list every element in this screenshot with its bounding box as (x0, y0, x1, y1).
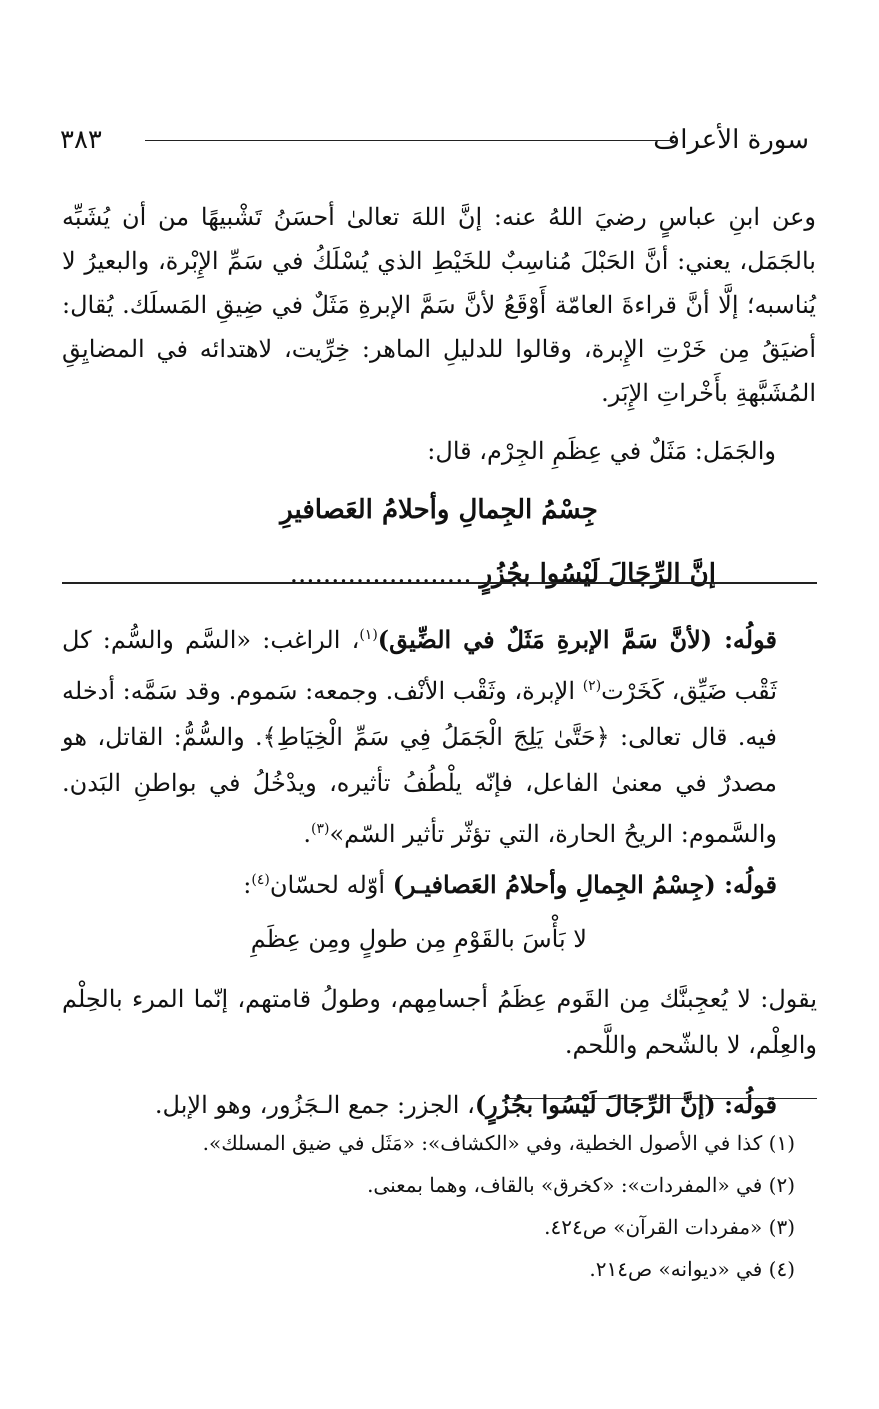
header-rule (145, 140, 674, 141)
poetry-verse-1: جِسْمُ الجِمالِ وأحلامُ العَصافيرِ (280, 495, 598, 525)
poetry-verse-3: لا بَأْسَ بالقَوْمِ مِن طولٍ ومِن عِظَمِ (250, 925, 587, 953)
commentary (62, 612, 817, 1128)
page-header (60, 120, 809, 160)
commentary-1-end: . (303, 820, 312, 848)
commentary-4-text: ، الجزر: جمع الـجَزُور، وهو الإبل. (154, 1091, 475, 1119)
footnote-3: (٣) «مفردات القرآن» ص٤٢٤. (544, 1215, 795, 1239)
commentary-3: يقول: لا يُعجِبنَّك مِن القَوم عِظَمُ أجسامِهم، وطولُ قامتهم، إنّما المرء بالحِلْم والعِلْم، لا بالشّحم واللَّحم. (62, 985, 817, 1059)
commentary-1-text-2: الإبرة، وثَقْب الأنْف. وجمعه: سَموم. وقد سَمَّه: أدخله فيه. قال تعالى: ﴿حَتَّىٰ يَلِجَ الْجَمَلُ فِي سَمِّ الْخِيَاطِ﴾. والسُّمُّ: القاتل، هو مصدرٌ في معنىٰ الفاعل، فإنّه يلْطُفُ تأثيره، ويدْخُلُ في بواطنِ البَدن. والسَّموم: الريحُ الحارة، التي تؤثّر تأثير السّم» (62, 677, 777, 848)
commentary-2 (62, 857, 817, 908)
footnote-2: (٢) في «المفردات»: «كخرق» بالقاف، وهما بمعنى. (367, 1173, 795, 1197)
footnote-1: (١) كذا في الأصول الخطية، وفي «الكشاف»: «مَثَل في ضيق المسلك». (202, 1131, 795, 1155)
surah-title: سورة الأعراف (653, 125, 809, 155)
footnote-ref-1: (١) (359, 627, 378, 643)
commentary-2-lead: قولُه: (جِسْمُ الجِمالِ وأحلامُ العَصافيـر) (392, 870, 777, 899)
page-number: ٣٨٣ (60, 125, 102, 155)
main-paragraph-1: وعن ابنِ عباسٍ رضيَ اللهُ عنه: إنَّ اللهَ تعالىٰ أحسَنُ تَشْبيهًا من أن يُشَبِّه بالجَمَل، يعني: أنَّ الحَبْلَ مُناسِبٌ للخَيْطِ الذي يُسْلَكُ في سَمِّ الإِبْرة، والبعيرُ لا يُناسبه؛ إلَّا أنَّ قراءةَ العامّة أَوْقَعُ لأنَّ سَمَّ الإبرةِ مَثَلٌ في ضِيقِ المَسلَك. يُقال: أضيَقُ مِن خَرْتِ الإِبرة، وقالوا للدليلِ الماهر: خِرِّيت، لاهتدائه في المضايِقِ المُشَبَّهةِ بأَخْراتِ الإِبَر. (62, 203, 816, 407)
footnote-rule (510, 1098, 817, 1099)
footnote-4: (٤) في «ديوانه» ص٢١٤. (589, 1257, 795, 1281)
footnote-ref-3: (٣) (311, 821, 330, 837)
footnote-ref-4: (٤) (251, 872, 270, 888)
commentary-2-text: أوّله لحسّان (269, 871, 393, 899)
poetry-verse-2-text: إنَّ الرِّجَالَ لَيْسُوا بجُزُرٍ (479, 559, 716, 589)
main-text (62, 195, 816, 597)
main-paragraph-2: والجَمَل: مَثَلٌ في عِظَمِ الجِرْم، قال: (427, 437, 776, 465)
footnote-ref-2: (٢) (582, 678, 602, 694)
verse-ellipsis: ...................... (289, 559, 472, 589)
commentary-2-end: : (243, 871, 252, 899)
commentary-1-text: ، الراغب: «السَّم والسُّم: كل ثَقْب ضَيِّق، كَخَرْت (62, 626, 778, 705)
footnotes (62, 1122, 817, 1290)
commentary-1-lead: قولُه: (لأنَّ سَمَّ الإبرةِ مَثَلٌ في الضِّيق) (377, 625, 777, 654)
commentary-1 (62, 612, 817, 857)
main-divider (62, 582, 817, 584)
poetry-verse-2 (62, 551, 816, 597)
commentary-4-lead: قولُه: (إنَّ الرِّجَالَ لَيْسُوا بجُزُرٍ) (474, 1090, 777, 1119)
